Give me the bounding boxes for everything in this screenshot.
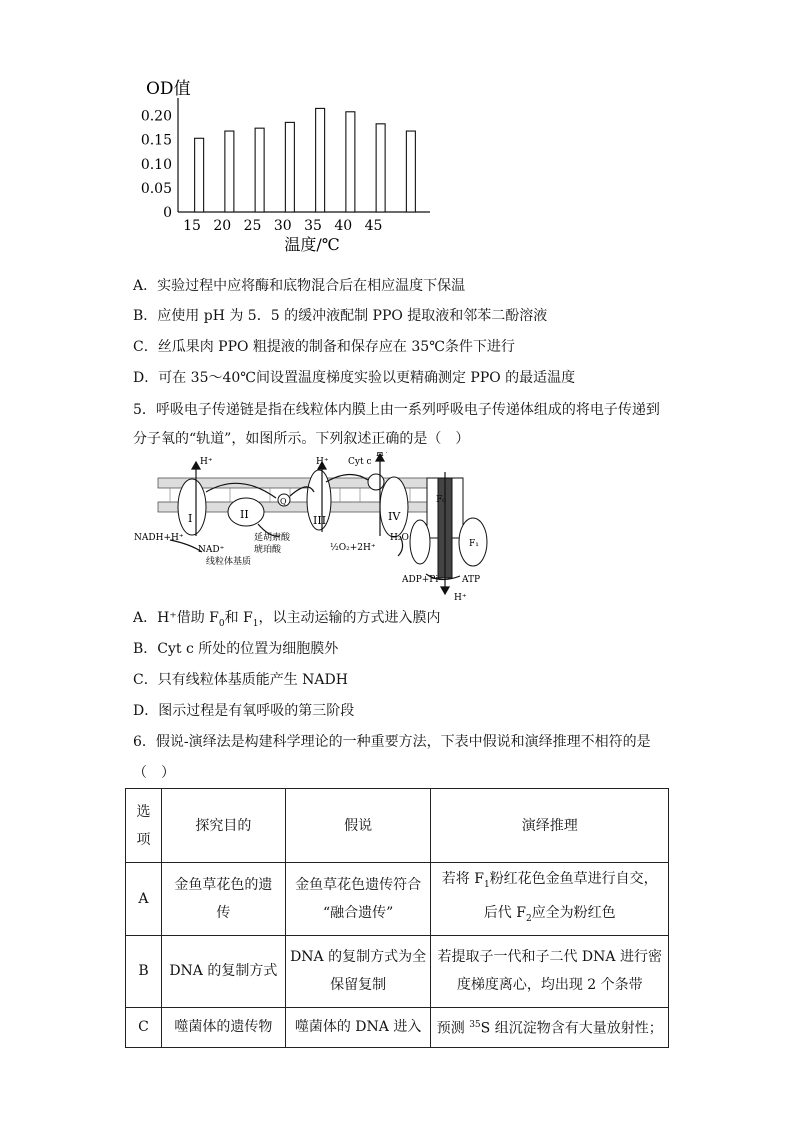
y-tick-label: 0.05 (140, 180, 172, 197)
fumarate-label: 延胡索酸 (254, 533, 291, 543)
y-tick-label: 0 (163, 205, 172, 221)
water-label: H₂O (390, 533, 409, 543)
complex-1-shape (178, 479, 206, 535)
table-row (126, 863, 669, 936)
bar (225, 131, 234, 212)
q4-option-a: A．实验过程中应将酶和底物混合后在相应温度下保温 (133, 278, 466, 294)
row-c-deduction: 预测 $^{35}$S 组沉淀物含有大量放射性； (431, 1007, 669, 1047)
y-tick-label: 0.15 (140, 132, 172, 149)
nad-label: NAD⁺ (198, 545, 225, 555)
header-deduction: 演绎推理 (431, 789, 669, 863)
row-a-deduction: 若将 $F_1$粉红花色金鱼草进行自交， 后代 $F_2$应全为粉红色 (431, 863, 669, 936)
row-c-option: C (126, 1007, 162, 1047)
row-b-purpose: DNA 的复制方式 (161, 935, 285, 1007)
bar (255, 128, 264, 212)
x-tick-label: 40 (334, 218, 353, 234)
complex-4-label: IV (388, 510, 401, 523)
f1-label: F₁ (469, 539, 479, 549)
x-tick-label: 20 (213, 218, 232, 234)
q4-option-c: C．丝瓜果肉 PPO 粗提液的制备和保存应在 35℃条件下进行 (133, 339, 515, 355)
h-plus-label-1: H⁺ (200, 457, 213, 467)
q5-option-a: A．H⁺借助 $F_0$和 $F_1$，以主动运输的方式进入膜内 (133, 610, 441, 629)
row-a-option: A (126, 863, 162, 936)
bar (195, 138, 204, 212)
q6-stem-line1: 6．假说-演绎法是构建科学理论的一种重要方法，下表中假说和演绎推理不相符的是 (133, 734, 651, 750)
x-tick-label: 45 (364, 218, 383, 234)
header-hypothesis: 假说 (285, 789, 431, 863)
q5-stem-line1: 5．呼吸电子传递链是指在线粒体内膜上由一系列呼吸电子传递体组成的将电子传递到 (133, 402, 660, 418)
h-plus-label-4: H⁺ (454, 593, 467, 602)
f1-shape-left (410, 520, 430, 564)
cyt-c-shape (368, 474, 384, 490)
x-tick-label: 25 (243, 218, 262, 234)
row-a-purpose: 金鱼草花色的遗 传 (161, 863, 285, 936)
x-tick-label: 30 (273, 218, 292, 234)
row-c-hypothesis: 噬菌体的 DNA 进入 (285, 1007, 431, 1047)
bar (285, 122, 294, 212)
bar (406, 131, 415, 212)
complex-3-label: III (313, 514, 327, 527)
hypothesis-deduction-table (125, 788, 669, 1048)
complex-1-label: I (188, 512, 193, 525)
electron-transport-chain-diagram (130, 452, 500, 602)
q5-option-d: D．图示过程是有氧呼吸的第三阶段 (133, 703, 355, 719)
q5-option-c: C．只有线粒体基质能产生 NADH (133, 672, 348, 688)
h-plus-label-2: H⁺ (316, 457, 329, 467)
table-header-row (126, 789, 669, 863)
complex-4-shape (380, 477, 408, 537)
y-axis-label: OD值 (146, 79, 191, 99)
etc-svg (130, 452, 500, 602)
q4-option-b: B．应使用 pH 为 5．5 的缓冲液配制 PPO 提取液和邻苯二酚溶液 (133, 308, 548, 324)
x-tick-label: 35 (304, 218, 322, 234)
nadh-label: NADH+H⁺ (134, 533, 184, 543)
oxygen-label: ½O₂+2H⁺ (330, 543, 376, 553)
q5-option-b: B．Cyt c 所处的位置为细胞膜外 (133, 641, 339, 657)
table-row (126, 1007, 669, 1047)
bar (376, 124, 385, 212)
f0-label: F₀ (436, 495, 446, 505)
y-tick-label: 0.20 (140, 108, 172, 125)
row-a-hypothesis: 金鱼草花色遗传符合 “融合遗传” (285, 863, 431, 936)
row-c-purpose: 噬菌体的遗传物 (161, 1007, 285, 1047)
complex-2-label: II (240, 508, 249, 521)
bar (346, 112, 355, 212)
header-option: 选 项 (126, 789, 162, 863)
matrix-label: 线粒体基质 (206, 557, 252, 567)
bar (316, 108, 325, 212)
q-carrier-label: Q (280, 497, 287, 506)
q6-stem-line2: （ ） (133, 765, 175, 781)
row-b-deduction: 若提取子一代和子二代 DNA 进行密 度梯度离心，均出现 2 个条带 (431, 935, 669, 1007)
y-tick-label: 0.10 (140, 156, 172, 173)
x-tick-label: 15 (183, 218, 201, 234)
table-row (126, 935, 669, 1007)
row-b-hypothesis: DNA 的复制方式为全 保留复制 (285, 935, 431, 1007)
chart-svg (130, 70, 460, 260)
succinate-label: 琥珀酸 (254, 545, 282, 555)
header-purpose: 探究目的 (161, 789, 285, 863)
h-plus-label-3: H⁺ (376, 452, 389, 459)
cyt-c-label: Cyt c (348, 457, 372, 467)
atp-label: ATP (462, 575, 481, 585)
adp-label: ADP+Pi (402, 575, 439, 585)
q4-option-d: D．可在 35～40℃间设置温度梯度实验以更精确测定 PPO 的最适温度 (133, 370, 576, 386)
row-b-option: B (126, 935, 162, 1007)
od-temperature-chart (130, 70, 460, 260)
q5-stem-line2: 分子氧的“轨道”，如图所示。下列叙述正确的是（ ） (133, 431, 470, 447)
x-axis-label: 温度/℃ (284, 235, 340, 254)
